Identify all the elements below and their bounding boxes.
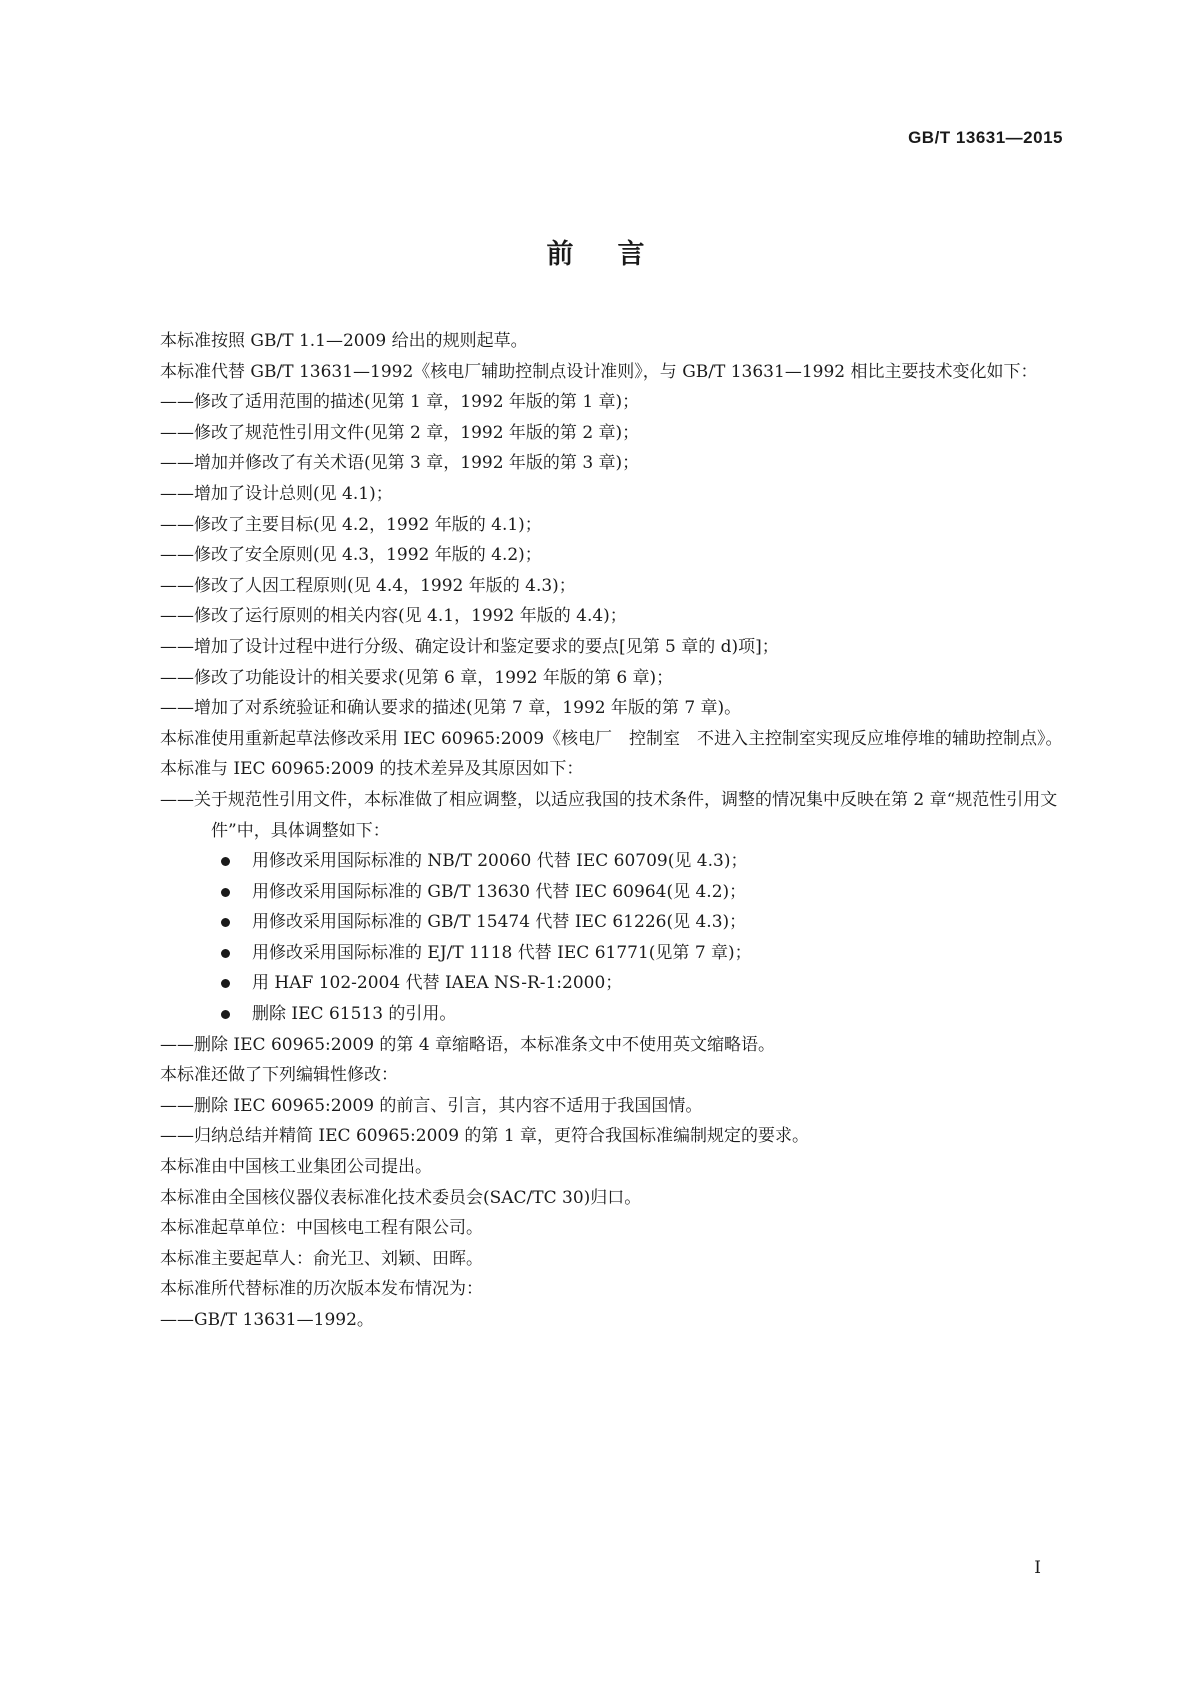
paragraph-differences: 本标准与 IEC 60965:2009 的技术差异及其原因如下：: [160, 759, 584, 780]
change-item: ——修改了功能设计的相关要求(见第 6 章，1992 年版的第 6 章)；: [160, 667, 674, 688]
change-item: ——修改了人因工程原则(见 4.4，1992 年版的 4.3)；: [160, 575, 576, 596]
edit-item: ——归纳总结并精简 IEC 60965:2009 的第 1 章，更符合我国标准编制规定的要求。: [160, 1126, 810, 1147]
change-item: ——增加了对系统验证和确认要求的描述(见第 7 章，1992 年版的第 7 章)。: [160, 698, 742, 719]
standard-number: GB/T 13631—2015: [908, 128, 1063, 147]
bullet-icon: [221, 888, 230, 897]
adjustment-list: [124, 846, 1066, 1030]
change-item: ——增加了设计过程中进行分级、确定设计和鉴定要求的要点[见第 5 章的 d)项]；: [160, 636, 779, 657]
change-item: ——增加并修改了有关术语(见第 3 章，1992 年版的第 3 章)；: [160, 453, 640, 474]
list-item-text: 用修改采用国际标准的 EJ/T 1118 代替 IEC 61771(见第 7 章)；: [252, 942, 752, 963]
list-item: [124, 846, 1066, 877]
bullet-icon: [221, 949, 230, 958]
bullet-icon: [221, 1010, 230, 1019]
paragraph-drafting-rules: 本标准按照 GB/T 1.1—2009 给出的规则起草。: [160, 331, 528, 351]
paragraph-history: 本标准所代替标准的历次版本发布情况为：: [160, 1279, 483, 1300]
paragraph-committee: 本标准由全国核仪器仪表标准化技术委员会(SAC/TC 30)归口。: [160, 1187, 642, 1208]
difference-item: ——删除 IEC 60965:2009 的第 4 章缩略语，本标准条文中不使用英文缩略语。: [160, 1034, 776, 1055]
paragraph-adoption: 本标准使用重新起草法修改采用 IEC 60965:2009《核电厂 控制室 不进入主控制室实现反应堆停堆的辅助控制点》。: [160, 728, 1063, 749]
bullet-icon: [221, 857, 230, 866]
list-item-text: 用 HAF 102-2004 代替 IAEA NS-R-1:2000；: [252, 973, 623, 994]
list-item-text: 用修改采用国际标准的 GB/T 13630 代替 IEC 60964(见 4.2)；: [252, 881, 747, 902]
change-item: ——增加了设计总则(见 4.1)；: [160, 483, 393, 504]
list-item: [124, 907, 1066, 938]
history-item: ——GB/T 13631—1992。: [160, 1310, 374, 1330]
paragraph-replacement: 本标准代替 GB/T 13631—1992《核电厂辅助控制点设计准则》，与 GB/T 13631—1992 相比主要技术变化如下：: [160, 361, 1038, 382]
list-item: [124, 999, 1066, 1030]
edit-item: ——删除 IEC 60965:2009 的前言、引言，其内容不适用于我国国情。: [160, 1095, 703, 1116]
paragraph-editorial: 本标准还做了下列编辑性修改：: [160, 1065, 398, 1086]
page-title: 前言: [546, 239, 689, 270]
foreword-body: [124, 326, 1066, 1336]
change-item: ——修改了主要目标(见 4.2，1992 年版的 4.1)；: [160, 514, 542, 535]
list-item: [124, 938, 1066, 969]
list-item-text: 用修改采用国际标准的 GB/T 15474 代替 IEC 61226(见 4.3)；: [252, 912, 747, 933]
list-item: [124, 877, 1066, 908]
paragraph-drafting-unit: 本标准起草单位：中国核电工程有限公司。: [160, 1218, 483, 1239]
list-item: [124, 968, 1066, 999]
change-item: ——修改了适用范围的描述(见第 1 章，1992 年版的第 1 章)；: [160, 392, 640, 413]
paragraph-proposer: 本标准由中国核工业集团公司提出。: [160, 1157, 432, 1178]
list-item-text: 用修改采用国际标准的 NB/T 20060 代替 IEC 60709(见 4.3)；: [252, 851, 748, 872]
change-item: ——修改了规范性引用文件(见第 2 章，1992 年版的第 2 章)；: [160, 422, 640, 443]
bullet-icon: [221, 979, 230, 988]
paragraph-drafters: 本标准主要起草人：俞光卫、刘颖、田晖。: [160, 1248, 483, 1269]
list-item-text: 删除 IEC 61513 的引用。: [252, 1004, 457, 1025]
page-number: I: [1034, 1558, 1041, 1578]
change-item: ——修改了安全原则(见 4.3，1992 年版的 4.2)；: [160, 545, 542, 566]
change-item: ——修改了运行原则的相关内容(见 4.1，1992 年版的 4.4)；: [160, 606, 627, 627]
bullet-icon: [221, 918, 230, 927]
difference-item: ——关于规范性引用文件，本标准做了相应调整，以适应我国的技术条件，调整的情况集中反映在第 2 章“规范性引用文件”中，具体调整如下：: [160, 789, 1058, 841]
